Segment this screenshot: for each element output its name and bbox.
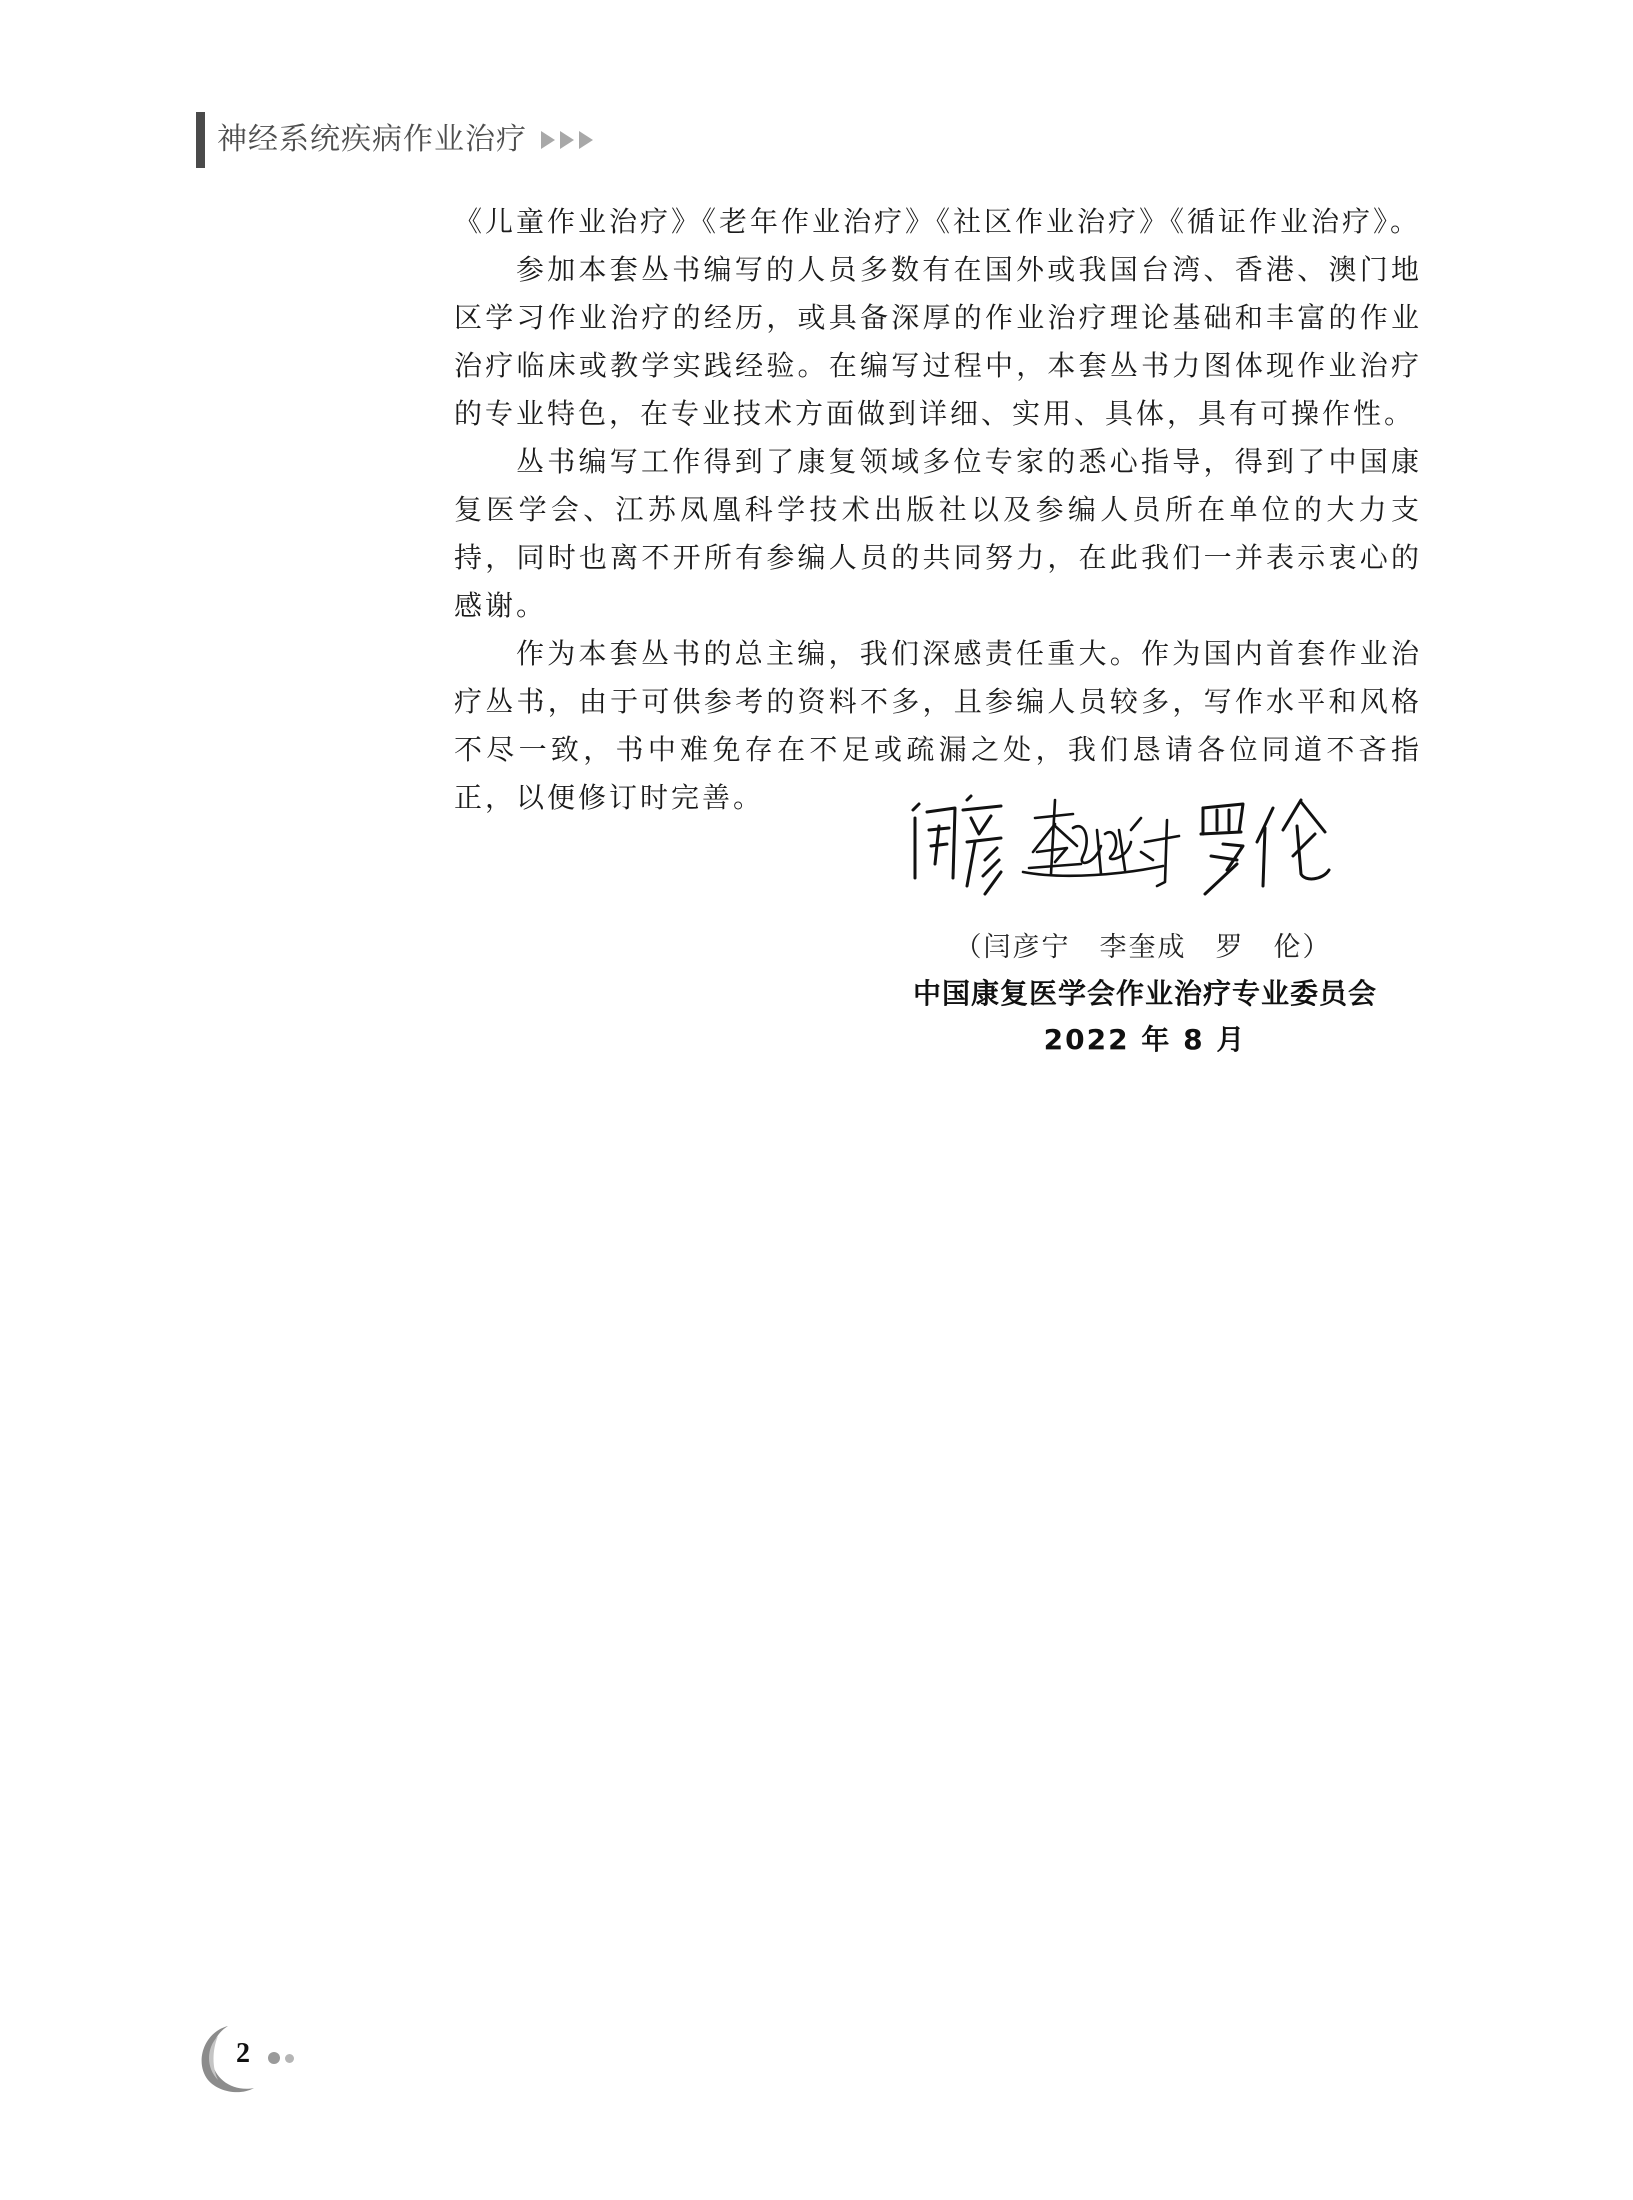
signature-li-kuicheng: [1023, 800, 1179, 886]
signatory-organization: 中国康复医学会作业治疗专业委员会: [912, 977, 1377, 1010]
dot-icon: [268, 2052, 280, 2064]
handwritten-signatures: [905, 790, 1355, 905]
dot-icon: [285, 2054, 294, 2063]
paragraph: 参加本套丛书编写的人员多数有在国外或我国台湾、香港、澳门地区学习作业治疗的经历，或具备深厚的作业治疗理论基础和丰富的作业治疗临床或教学实践经验。在编写过程中，本套丛书力图体现作业治疗的专业特色，在专业技术方面做到详细、实用、具体，具有可操作性。: [454, 253, 1422, 430]
signature-luo-lun: [1201, 800, 1329, 894]
crescent-ornament-icon: [188, 2018, 268, 2098]
arrow-right-icon: [560, 131, 574, 149]
signature-date: 2022 年 8 月: [1043, 1023, 1247, 1056]
paragraph: 作为本套丛书的总主编，我们深感责任重大。作为国内首套作业治疗丛书，由于可供参考的资料不多，且参编人员较多，写作水平和风格不尽一致，书中难免存在不足或疏漏之处，我们恳请各位同道不吝指正，以便修订时完善。: [454, 637, 1422, 814]
page-footer: [188, 2018, 328, 2098]
page-number: 2: [236, 2038, 250, 2069]
paragraph: 丛书编写工作得到了康复领域多位专家的悉心指导，得到了中国康复医学会、江苏凤凰科学技术出版社以及参编人员所在单位的大力支持，同时也离不开所有参编人员的共同努力，在此我们一并表示衷心的感谢。: [454, 445, 1422, 622]
body-text: [454, 198, 1422, 822]
header-bar: [196, 112, 205, 168]
signature-block: [860, 925, 1430, 1063]
header-arrows-icon: [541, 131, 593, 149]
footer-dots-icon: [268, 2052, 294, 2064]
arrow-right-icon: [541, 131, 555, 149]
signatory-names: （闫彦宁 李奎成 罗 伦）: [954, 932, 1332, 963]
paragraph: 《儿童作业治疗》《老年作业治疗》《社区作业治疗》《循证作业治疗》。: [454, 205, 1422, 238]
arrow-right-icon: [579, 131, 593, 149]
header-title: 神经系统疾病作业治疗: [217, 122, 527, 157]
running-header: [196, 112, 593, 168]
signature-yan-yanning: [913, 796, 1001, 894]
